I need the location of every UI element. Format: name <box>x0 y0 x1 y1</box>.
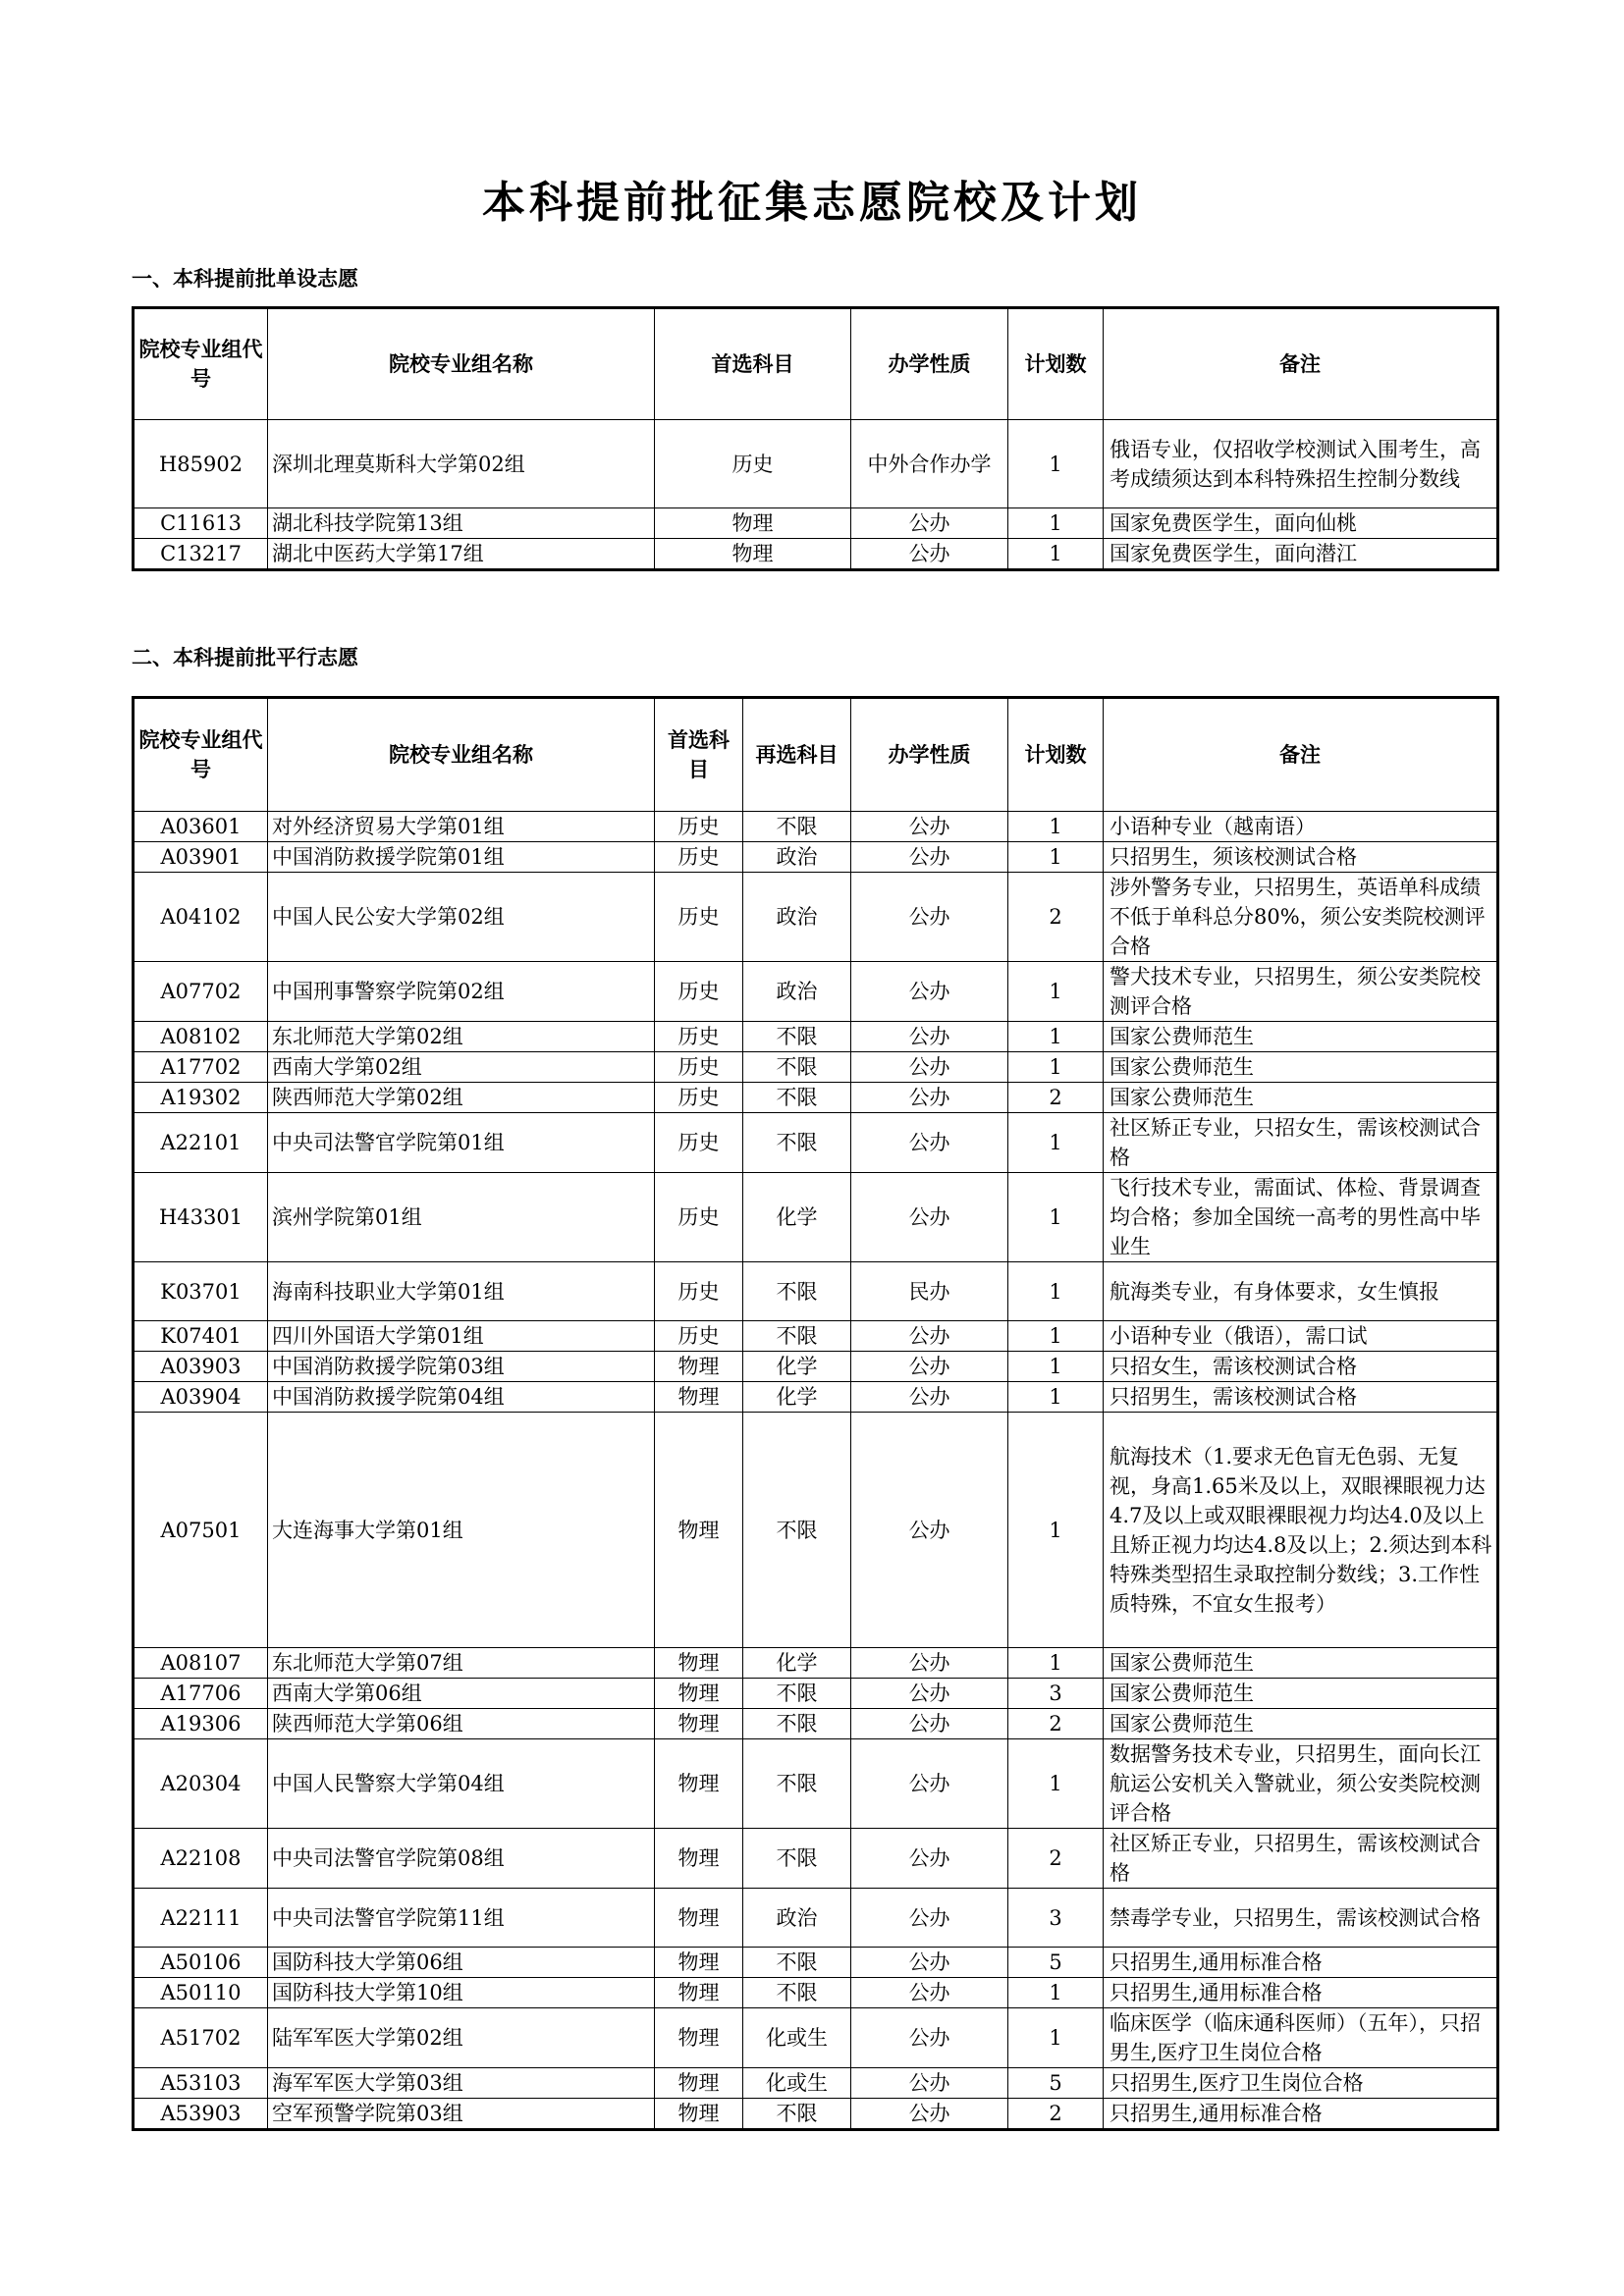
cell-plan: 1 <box>1008 1173 1104 1262</box>
cell-second: 化或生 <box>743 2068 851 2099</box>
cell-note: 临床医学（临床通科医师）（五年），只招男生,医疗卫生岗位合格 <box>1104 2008 1498 2068</box>
cell-second: 不限 <box>743 1022 851 1052</box>
cell-plan: 2 <box>1008 1709 1104 1739</box>
cell-plan: 1 <box>1008 1739 1104 1829</box>
table-row <box>134 1679 1498 1709</box>
header-code: 院校专业组代号 <box>134 698 268 812</box>
table-row <box>134 1889 1498 1948</box>
cell-plan: 3 <box>1008 1679 1104 1709</box>
table-row <box>134 1382 1498 1413</box>
cell-code: A08107 <box>134 1648 268 1679</box>
cell-second: 不限 <box>743 1709 851 1739</box>
table-row <box>134 1352 1498 1382</box>
cell-plan: 1 <box>1008 1262 1104 1321</box>
table-row <box>134 1413 1498 1648</box>
cell-first: 物理 <box>655 2068 743 2099</box>
cell-name: 海军军医大学第03组 <box>268 2068 655 2099</box>
cell-note: 数据警务技术专业，只招男生，面向长江航运公安机关入警就业，须公安类院校测评合格 <box>1104 1739 1498 1829</box>
cell-second: 不限 <box>743 1083 851 1113</box>
cell-nature: 公办 <box>851 812 1008 842</box>
cell-plan: 1 <box>1008 1413 1104 1648</box>
cell-second: 政治 <box>743 962 851 1022</box>
cell-note: 航海技术（1.要求无色盲无色弱、无复视，身高1.65米及以上，双眼裸眼视力达4.7及以上或双眼裸眼视力均达4.0及以上且矫正视力均达4.8及以上；2.须达到本科特殊类型招生录取控制分数线；3.工作性质特殊，不宜女生报考） <box>1104 1413 1498 1648</box>
cell-nature: 公办 <box>851 1173 1008 1262</box>
table-row <box>134 2008 1498 2068</box>
cell-second: 化学 <box>743 1173 851 1262</box>
table-row <box>134 1262 1498 1321</box>
cell-second: 政治 <box>743 873 851 962</box>
cell-code: A22111 <box>134 1889 268 1948</box>
cell-name: 深圳北理莫斯科大学第02组 <box>268 420 655 508</box>
cell-name: 东北师范大学第02组 <box>268 1022 655 1052</box>
cell-code: A51702 <box>134 2008 268 2068</box>
cell-nature: 公办 <box>851 2068 1008 2099</box>
cell-first: 物理 <box>655 2008 743 2068</box>
cell-code: C11613 <box>134 508 268 539</box>
cell-first: 物理 <box>655 1978 743 2008</box>
cell-note: 只招男生,通用标准合格 <box>1104 2099 1498 2130</box>
cell-code: A50110 <box>134 1978 268 2008</box>
table-row <box>134 2099 1498 2130</box>
cell-code: A04102 <box>134 873 268 962</box>
cell-plan: 1 <box>1008 1052 1104 1083</box>
cell-name: 中国消防救援学院第04组 <box>268 1382 655 1413</box>
cell-first: 历史 <box>655 1022 743 1052</box>
cell-first: 物理 <box>655 1709 743 1739</box>
cell-code: K07401 <box>134 1321 268 1352</box>
cell-code: A03601 <box>134 812 268 842</box>
cell-nature: 公办 <box>851 1052 1008 1083</box>
cell-first: 历史 <box>655 1321 743 1352</box>
cell-plan: 1 <box>1008 1321 1104 1352</box>
cell-first: 物理 <box>655 2099 743 2130</box>
cell-note: 国家公费师范生 <box>1104 1083 1498 1113</box>
cell-name: 对外经济贸易大学第01组 <box>268 812 655 842</box>
cell-first: 历史 <box>655 1113 743 1173</box>
cell-first: 物理 <box>655 1413 743 1648</box>
cell-note: 涉外警务专业，只招男生，英语单科成绩不低于单科总分80%，须公安类院校测评合格 <box>1104 873 1498 962</box>
cell-note: 只招男生，须该校测试合格 <box>1104 842 1498 873</box>
cell-name: 海南科技职业大学第01组 <box>268 1262 655 1321</box>
header-subject: 首选科目 <box>655 308 851 420</box>
cell-nature: 公办 <box>851 2008 1008 2068</box>
cell-name: 大连海事大学第01组 <box>268 1413 655 1648</box>
cell-note: 国家公费师范生 <box>1104 1052 1498 1083</box>
cell-name: 中国人民警察大学第04组 <box>268 1739 655 1829</box>
cell-name: 国防科技大学第06组 <box>268 1948 655 1978</box>
cell-nature: 公办 <box>851 1083 1008 1113</box>
cell-subject: 物理 <box>655 539 851 570</box>
cell-nature: 公办 <box>851 508 1008 539</box>
cell-nature: 公办 <box>851 1829 1008 1889</box>
cell-name: 中国消防救援学院第01组 <box>268 842 655 873</box>
cell-first: 物理 <box>655 1352 743 1382</box>
cell-name: 湖北中医药大学第17组 <box>268 539 655 570</box>
cell-code: A22108 <box>134 1829 268 1889</box>
cell-code: A53103 <box>134 2068 268 2099</box>
cell-first: 历史 <box>655 962 743 1022</box>
header-plan: 计划数 <box>1008 698 1104 812</box>
cell-nature: 民办 <box>851 1262 1008 1321</box>
cell-name: 陕西师范大学第02组 <box>268 1083 655 1113</box>
cell-plan: 1 <box>1008 1978 1104 2008</box>
cell-note: 国家免费医学生，面向仙桃 <box>1104 508 1498 539</box>
cell-code: A19302 <box>134 1083 268 1113</box>
cell-second: 不限 <box>743 1321 851 1352</box>
cell-nature: 公办 <box>851 1648 1008 1679</box>
cell-second: 不限 <box>743 1413 851 1648</box>
cell-plan: 1 <box>1008 1648 1104 1679</box>
cell-code: A17702 <box>134 1052 268 1083</box>
cell-second: 不限 <box>743 1262 851 1321</box>
section2-heading: 二、本科提前批平行志愿 <box>132 645 358 669</box>
cell-plan: 1 <box>1008 812 1104 842</box>
cell-second: 化学 <box>743 1352 851 1382</box>
cell-nature: 公办 <box>851 1709 1008 1739</box>
cell-second: 不限 <box>743 1829 851 1889</box>
table-row <box>134 1648 1498 1679</box>
cell-name: 中国人民公安大学第02组 <box>268 873 655 962</box>
page-title: 本科提前批征集志愿院校及计划 <box>482 178 1142 228</box>
header-note: 备注 <box>1104 308 1498 420</box>
cell-name: 东北师范大学第07组 <box>268 1648 655 1679</box>
table-header-row <box>134 308 1498 420</box>
cell-nature: 公办 <box>851 842 1008 873</box>
cell-second: 不限 <box>743 1113 851 1173</box>
cell-first: 物理 <box>655 1948 743 1978</box>
cell-plan: 1 <box>1008 539 1104 570</box>
header-code: 院校专业组代号 <box>134 308 268 420</box>
cell-nature: 中外合作办学 <box>851 420 1008 508</box>
table-row <box>134 1829 1498 1889</box>
cell-second: 不限 <box>743 812 851 842</box>
cell-plan: 1 <box>1008 1022 1104 1052</box>
cell-name: 中央司法警官学院第01组 <box>268 1113 655 1173</box>
cell-name: 国防科技大学第10组 <box>268 1978 655 2008</box>
cell-code: H43301 <box>134 1173 268 1262</box>
cell-name: 中央司法警官学院第08组 <box>268 1829 655 1889</box>
table-row <box>134 539 1498 570</box>
cell-second: 不限 <box>743 1679 851 1709</box>
cell-note: 国家公费师范生 <box>1104 1679 1498 1709</box>
cell-nature: 公办 <box>851 1978 1008 2008</box>
header-nature: 办学性质 <box>851 698 1008 812</box>
cell-second: 政治 <box>743 842 851 873</box>
cell-plan: 5 <box>1008 2068 1104 2099</box>
cell-plan: 2 <box>1008 2099 1104 2130</box>
cell-code: A53903 <box>134 2099 268 2130</box>
cell-note: 飞行技术专业，需面试、体检、背景调查均合格；参加全国统一高考的男性高中毕业生 <box>1104 1173 1498 1262</box>
cell-note: 航海类专业，有身体要求，女生慎报 <box>1104 1262 1498 1321</box>
cell-first: 物理 <box>655 1889 743 1948</box>
cell-code: A07501 <box>134 1413 268 1648</box>
cell-note: 社区矫正专业，只招女生，需该校测试合格 <box>1104 1113 1498 1173</box>
table-row <box>134 962 1498 1022</box>
cell-name: 中国刑事警察学院第02组 <box>268 962 655 1022</box>
cell-first: 历史 <box>655 1262 743 1321</box>
cell-code: H85902 <box>134 420 268 508</box>
cell-first: 物理 <box>655 1648 743 1679</box>
cell-nature: 公办 <box>851 1352 1008 1382</box>
cell-plan: 1 <box>1008 2008 1104 2068</box>
cell-plan: 5 <box>1008 1948 1104 1978</box>
cell-name: 空军预警学院第03组 <box>268 2099 655 2130</box>
table-row <box>134 842 1498 873</box>
cell-note: 国家公费师范生 <box>1104 1709 1498 1739</box>
header-second-subject: 再选科目 <box>743 698 851 812</box>
cell-plan: 2 <box>1008 1083 1104 1113</box>
cell-plan: 1 <box>1008 508 1104 539</box>
table-row <box>134 873 1498 962</box>
cell-nature: 公办 <box>851 2099 1008 2130</box>
cell-name: 中央司法警官学院第11组 <box>268 1889 655 1948</box>
cell-name: 西南大学第02组 <box>268 1052 655 1083</box>
cell-second: 化学 <box>743 1648 851 1679</box>
cell-first: 历史 <box>655 812 743 842</box>
cell-subject: 历史 <box>655 420 851 508</box>
cell-nature: 公办 <box>851 1679 1008 1709</box>
cell-code: A50106 <box>134 1948 268 1978</box>
cell-nature: 公办 <box>851 962 1008 1022</box>
cell-note: 只招男生,通用标准合格 <box>1104 1948 1498 1978</box>
cell-note: 只招男生,医疗卫生岗位合格 <box>1104 2068 1498 2099</box>
table-row <box>134 1978 1498 2008</box>
table-row <box>134 1022 1498 1052</box>
table-section2 <box>132 696 1499 2131</box>
cell-note: 小语种专业（越南语） <box>1104 812 1498 842</box>
cell-code: A08102 <box>134 1022 268 1052</box>
cell-first: 历史 <box>655 1083 743 1113</box>
header-nature: 办学性质 <box>851 308 1008 420</box>
table-row <box>134 812 1498 842</box>
table-row <box>134 2068 1498 2099</box>
cell-second: 不限 <box>743 1978 851 2008</box>
cell-name: 陕西师范大学第06组 <box>268 1709 655 1739</box>
cell-code: A22101 <box>134 1113 268 1173</box>
table-row <box>134 1739 1498 1829</box>
section1-heading: 一、本科提前批单设志愿 <box>132 266 358 291</box>
cell-first: 历史 <box>655 842 743 873</box>
cell-note: 只招女生，需该校测试合格 <box>1104 1352 1498 1382</box>
cell-note: 小语种专业（俄语），需口试 <box>1104 1321 1498 1352</box>
cell-code: A17706 <box>134 1679 268 1709</box>
cell-subject: 物理 <box>655 508 851 539</box>
cell-nature: 公办 <box>851 539 1008 570</box>
cell-note: 社区矫正专业，只招男生，需该校测试合格 <box>1104 1829 1498 1889</box>
cell-nature: 公办 <box>851 1413 1008 1648</box>
cell-nature: 公办 <box>851 1321 1008 1352</box>
cell-nature: 公办 <box>851 1948 1008 1978</box>
cell-second: 化学 <box>743 1382 851 1413</box>
table-row <box>134 420 1498 508</box>
table-row <box>134 1321 1498 1352</box>
cell-second: 不限 <box>743 1052 851 1083</box>
cell-plan: 1 <box>1008 1352 1104 1382</box>
cell-code: A20304 <box>134 1739 268 1829</box>
cell-second: 化或生 <box>743 2008 851 2068</box>
cell-plan: 1 <box>1008 420 1104 508</box>
table-section1 <box>132 306 1499 571</box>
cell-first: 物理 <box>655 1739 743 1829</box>
table-header-row <box>134 698 1498 812</box>
cell-plan: 1 <box>1008 842 1104 873</box>
table-row <box>134 1948 1498 1978</box>
cell-code: A19306 <box>134 1709 268 1739</box>
cell-code: A07702 <box>134 962 268 1022</box>
cell-first: 历史 <box>655 1052 743 1083</box>
cell-second: 不限 <box>743 1948 851 1978</box>
cell-first: 物理 <box>655 1829 743 1889</box>
cell-note: 国家公费师范生 <box>1104 1648 1498 1679</box>
cell-plan: 1 <box>1008 1113 1104 1173</box>
cell-note: 禁毒学专业，只招男生，需该校测试合格 <box>1104 1889 1498 1948</box>
cell-nature: 公办 <box>851 1113 1008 1173</box>
cell-nature: 公办 <box>851 1022 1008 1052</box>
cell-note: 只招男生,通用标准合格 <box>1104 1978 1498 2008</box>
cell-second: 不限 <box>743 1739 851 1829</box>
cell-code: A03904 <box>134 1382 268 1413</box>
table-row <box>134 508 1498 539</box>
header-note: 备注 <box>1104 698 1498 812</box>
cell-code: A03901 <box>134 842 268 873</box>
cell-plan: 1 <box>1008 1382 1104 1413</box>
cell-first: 物理 <box>655 1382 743 1413</box>
cell-nature: 公办 <box>851 1889 1008 1948</box>
cell-name: 陆军军医大学第02组 <box>268 2008 655 2068</box>
cell-second: 不限 <box>743 2099 851 2130</box>
cell-name: 湖北科技学院第13组 <box>268 508 655 539</box>
cell-note: 俄语专业，仅招收学校测试入围考生，高考成绩须达到本科特殊招生控制分数线 <box>1104 420 1498 508</box>
cell-plan: 2 <box>1008 873 1104 962</box>
cell-nature: 公办 <box>851 1382 1008 1413</box>
cell-code: C13217 <box>134 539 268 570</box>
cell-plan: 3 <box>1008 1889 1104 1948</box>
header-first-subject: 首选科目 <box>655 698 743 812</box>
cell-note: 国家免费医学生，面向潜江 <box>1104 539 1498 570</box>
cell-name: 四川外国语大学第01组 <box>268 1321 655 1352</box>
cell-plan: 2 <box>1008 1829 1104 1889</box>
cell-note: 只招男生，需该校测试合格 <box>1104 1382 1498 1413</box>
cell-plan: 1 <box>1008 962 1104 1022</box>
cell-nature: 公办 <box>851 873 1008 962</box>
cell-second: 政治 <box>743 1889 851 1948</box>
header-name: 院校专业组名称 <box>268 698 655 812</box>
cell-note: 警犬技术专业，只招男生，须公安类院校测评合格 <box>1104 962 1498 1022</box>
cell-name: 西南大学第06组 <box>268 1679 655 1709</box>
cell-first: 物理 <box>655 1679 743 1709</box>
table-row <box>134 1052 1498 1083</box>
header-plan: 计划数 <box>1008 308 1104 420</box>
cell-note: 国家公费师范生 <box>1104 1022 1498 1052</box>
table-row <box>134 1083 1498 1113</box>
header-name: 院校专业组名称 <box>268 308 655 420</box>
cell-first: 历史 <box>655 1173 743 1262</box>
cell-code: K03701 <box>134 1262 268 1321</box>
table-row <box>134 1173 1498 1262</box>
table-row <box>134 1709 1498 1739</box>
cell-code: A03903 <box>134 1352 268 1382</box>
cell-name: 滨州学院第01组 <box>268 1173 655 1262</box>
cell-name: 中国消防救援学院第03组 <box>268 1352 655 1382</box>
table-row <box>134 1113 1498 1173</box>
cell-first: 历史 <box>655 873 743 962</box>
cell-nature: 公办 <box>851 1739 1008 1829</box>
